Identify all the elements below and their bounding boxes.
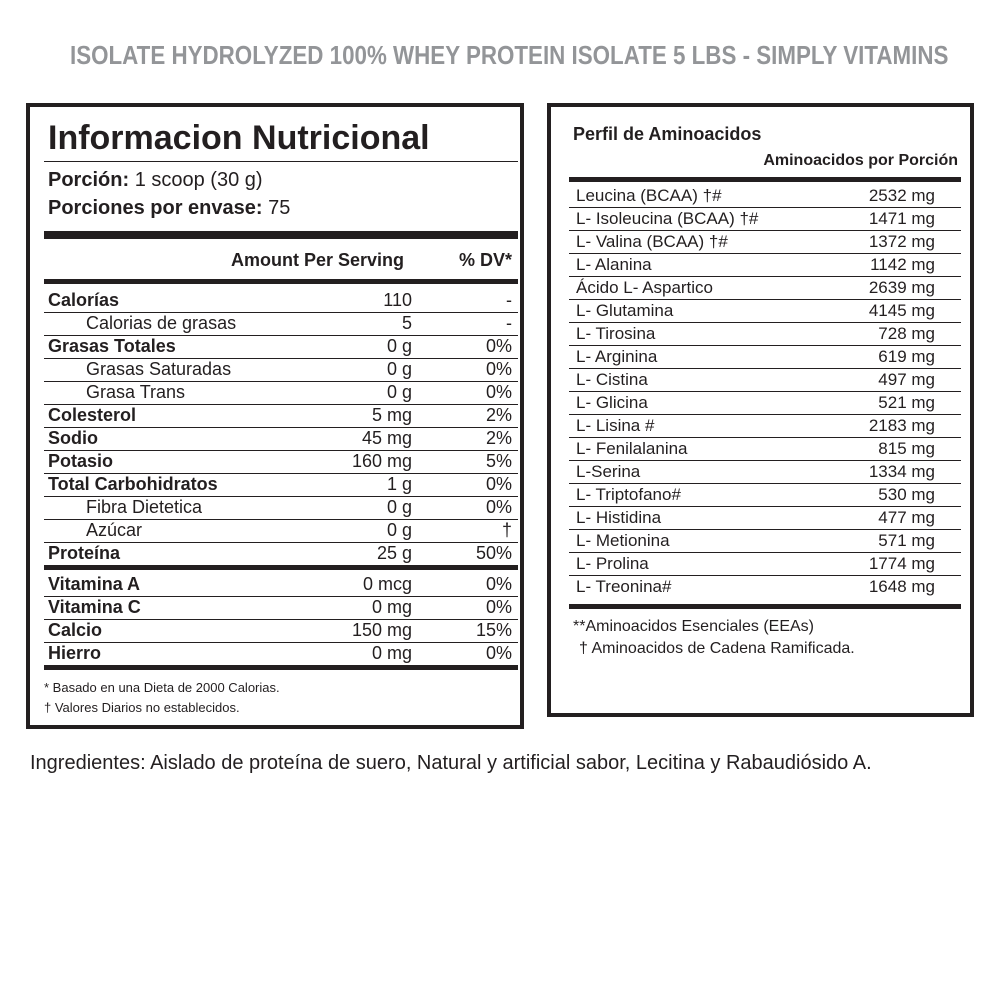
amino-name: L- Glutamina — [576, 301, 674, 320]
amino-name: L- Treonina# — [576, 577, 672, 596]
amino-row — [569, 415, 961, 438]
nutrient-row — [44, 496, 518, 520]
amino-row — [569, 392, 961, 415]
nutrient-name: Calorías — [48, 290, 120, 310]
amino-value: 1372 mg — [868, 232, 935, 251]
nutrient-row — [44, 312, 518, 336]
footnote-daily-values: † Valores Diarios no establecidos. — [44, 700, 240, 715]
amino-row — [569, 323, 961, 346]
nutrient-amount: 1 g — [386, 474, 412, 494]
serving-value: 1 scoop (30 g) — [134, 169, 263, 191]
nutrient-row — [44, 381, 518, 405]
thick-divider — [569, 177, 961, 182]
nutrient-dv: - — [506, 290, 512, 310]
nutrient-dv: 15% — [475, 620, 512, 640]
amino-name: L- Prolina — [576, 554, 649, 573]
nutrient-name: Calcio — [48, 620, 103, 640]
amino-row — [569, 553, 961, 576]
nutrient-name: Total Carbohidratos — [48, 474, 218, 494]
amino-row — [569, 185, 961, 208]
amino-name: Ácido L- Aspartico — [576, 278, 714, 297]
footnote-bcaa: † Aminoacidos de Cadena Ramificada. — [579, 640, 855, 657]
amino-row — [569, 461, 961, 484]
nutrient-amount: 0 g — [386, 382, 412, 402]
amino-row — [569, 346, 961, 369]
amino-value: 728 mg — [878, 324, 935, 343]
nutrient-name: Calorias de grasas — [86, 313, 237, 333]
nutrient-name: Grasas Totales — [48, 336, 176, 356]
amino-name: L- Histidina — [576, 508, 662, 527]
nutrient-name: Proteína — [48, 543, 121, 563]
nutrient-dv: 0% — [485, 336, 512, 356]
amino-value: 571 mg — [878, 531, 935, 550]
amino-row — [569, 530, 961, 553]
nutrient-dv: - — [506, 313, 512, 333]
amino-name: L- Alanina — [576, 255, 652, 274]
amino-value: 497 mg — [878, 370, 935, 389]
nutrient-row — [44, 404, 518, 428]
medium-divider — [44, 565, 518, 570]
nutrient-row — [44, 619, 518, 643]
nutrient-dv: 5% — [485, 451, 512, 471]
amino-name: L- Tirosina — [576, 324, 656, 343]
footnote-essential: **Aminoacidos Esenciales (EEAs) — [573, 618, 814, 635]
amino-value: 1648 mg — [868, 577, 935, 596]
amino-row — [569, 484, 961, 507]
amino-row — [569, 208, 961, 231]
nutrient-amount: 0 g — [386, 359, 412, 379]
amino-value: 2183 mg — [868, 416, 935, 435]
nutrient-amount: 25 g — [376, 543, 412, 563]
daily-value-header: % DV* — [458, 250, 512, 270]
amino-value: 1142 mg — [870, 255, 935, 274]
amino-row — [569, 576, 961, 598]
amino-value: 4145 mg — [868, 301, 935, 320]
nutrient-amount: 0 g — [386, 497, 412, 517]
nutrient-row — [44, 596, 518, 620]
thick-divider — [569, 604, 961, 609]
nutrient-amount: 150 mg — [351, 620, 412, 640]
nutrient-row — [44, 573, 518, 597]
medium-divider — [44, 665, 518, 670]
amino-row — [569, 369, 961, 392]
nutrient-row — [44, 358, 518, 382]
amino-value: 2639 mg — [868, 278, 935, 297]
nutrient-name: Grasa Trans — [86, 382, 186, 402]
nutrient-row — [44, 450, 518, 474]
nutrient-name: Grasas Saturadas — [86, 359, 232, 379]
amino-name: L-Serina — [576, 462, 641, 481]
amino-row — [569, 254, 961, 277]
medium-divider — [44, 279, 518, 284]
nutrient-name: Vitamina C — [48, 597, 141, 617]
nutrient-dv: 0% — [485, 359, 512, 379]
amino-title: Perfil de Aminoacidos — [573, 124, 762, 144]
amino-value: 815 mg — [878, 439, 935, 458]
amino-name: L- Fenilalanina — [576, 439, 688, 458]
divider — [44, 161, 518, 162]
amino-row — [569, 231, 961, 254]
amount-per-serving-header: Amount Per Serving — [230, 250, 404, 270]
ingredients-text: Ingredientes: Aislado de proteína de suero, Natural y artificial sabor, Lecitina y Rabaudiósido A. — [30, 752, 872, 774]
nutrient-name: Potasio — [48, 451, 114, 471]
nutrient-row — [44, 335, 518, 359]
amino-value: 1774 mg — [868, 554, 935, 573]
nutrient-amount: 5 — [401, 313, 412, 333]
page-title: ISOLATE HYDROLYZED 100% WHEY PROTEIN ISOLATE 5 LBS - SIMPLY VITAMINS — [70, 40, 949, 70]
nutrient-name: Azúcar — [86, 520, 143, 540]
nutrient-amount: 0 g — [386, 336, 412, 356]
amino-value: 2532 mg — [868, 186, 935, 205]
amino-row — [569, 507, 961, 530]
nutrient-dv: 0% — [485, 574, 512, 594]
nutrient-dv: 0% — [485, 497, 512, 517]
nutrient-amount: 45 mg — [361, 428, 412, 448]
nutrient-dv: 0% — [485, 474, 512, 494]
nutrient-row — [44, 542, 518, 565]
amino-name: L- Valina (BCAA) †# — [576, 232, 728, 251]
amino-name: L- Arginina — [576, 347, 658, 366]
amino-row — [569, 438, 961, 461]
nutrient-row — [44, 289, 518, 313]
serving-label: Porción: — [48, 169, 130, 191]
amino-name: L- Glicina — [576, 393, 648, 412]
nutrient-amount: 160 mg — [351, 451, 412, 471]
nutrient-row — [44, 642, 518, 665]
nutrient-row — [44, 427, 518, 451]
amino-value: 1334 mg — [868, 462, 935, 481]
nutrient-name: Vitamina A — [48, 574, 141, 594]
nutrient-amount: 0 g — [386, 520, 412, 540]
nutrient-dv: 2% — [485, 428, 512, 448]
amino-value: 530 mg — [878, 485, 935, 504]
amino-acid-panel — [547, 103, 974, 717]
nutrient-row — [44, 519, 518, 543]
nutrient-dv: † — [501, 520, 512, 540]
amino-name: L- Cistina — [576, 370, 648, 389]
amino-value: 477 mg — [878, 508, 935, 527]
nutrient-dv: 50% — [475, 543, 512, 563]
servings-value: 75 — [268, 197, 291, 219]
servings-label: Porciones por envase: — [48, 197, 263, 219]
amino-row — [569, 300, 961, 323]
amino-value: 521 mg — [878, 393, 935, 412]
nutrient-dv: 2% — [485, 405, 512, 425]
nutrient-dv: 0% — [485, 382, 512, 402]
amino-name: L- Isoleucina (BCAA) †# — [576, 209, 759, 228]
nutrient-amount: 5 mg — [371, 405, 412, 425]
amino-value: 619 mg — [878, 347, 935, 366]
serving-size — [48, 169, 263, 192]
amino-subtitle: Aminoacidos por Porción — [763, 152, 958, 169]
nutrient-name: Sodio — [48, 428, 98, 448]
nutrient-row — [44, 473, 518, 497]
nutrient-name: Fibra Dietetica — [86, 497, 203, 517]
nutrient-amount: 0 mg — [371, 597, 412, 617]
servings-per-container — [48, 197, 290, 220]
nutrient-name: Colesterol — [48, 405, 137, 425]
nutrient-dv: 0% — [485, 597, 512, 617]
amino-name: L- Metionina — [576, 531, 670, 550]
footnote-daily-diet: * Basado en una Dieta de 2000 Calorias. — [44, 680, 280, 695]
amino-name: L- Triptofano# — [576, 485, 681, 504]
nutrition-heading: Informacion Nutricional — [48, 119, 430, 157]
nutrient-amount: 110 — [383, 290, 412, 310]
nutrient-dv: 0% — [485, 643, 512, 663]
amino-name: Leucina (BCAA) †# — [576, 186, 722, 205]
amino-row — [569, 277, 961, 300]
nutrient-name: Hierro — [48, 643, 102, 663]
amino-name: L- Lisina # — [576, 416, 655, 435]
thick-divider — [44, 231, 518, 239]
nutrient-amount: 0 mg — [371, 643, 412, 663]
nutrient-amount: 0 mcg — [362, 574, 412, 594]
amino-value: 1471 mg — [868, 209, 935, 228]
nutrition-facts-panel — [26, 103, 524, 729]
